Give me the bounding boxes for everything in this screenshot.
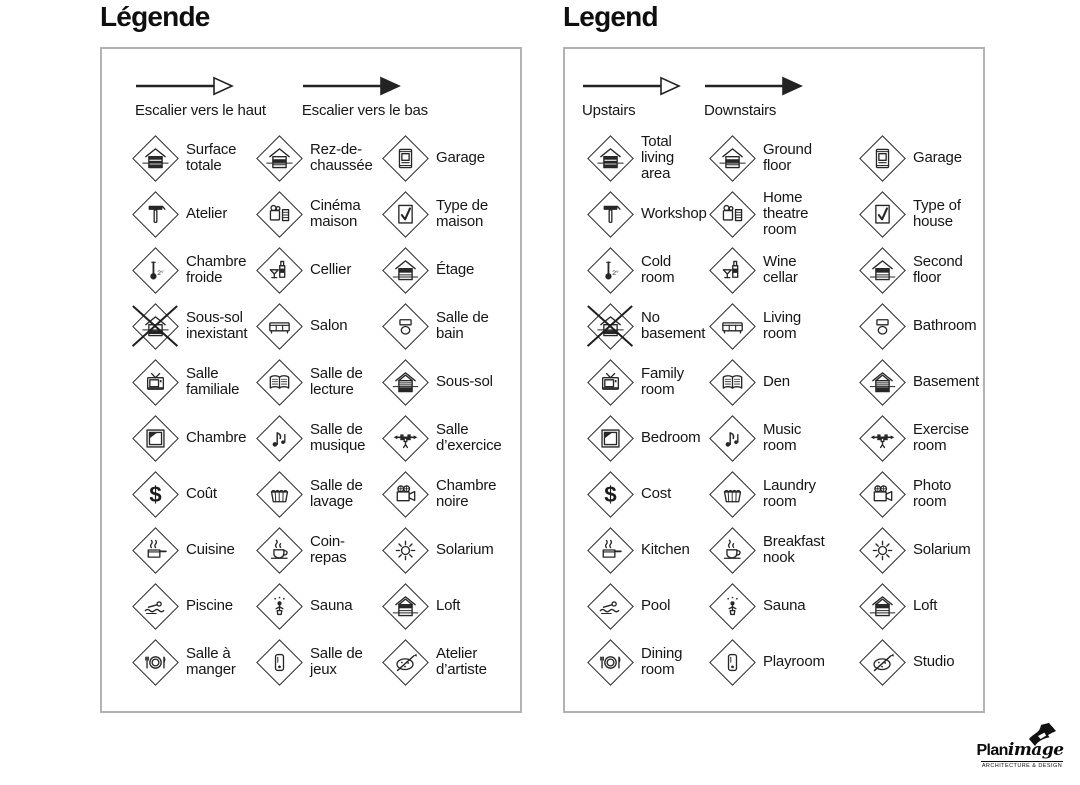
- svg-text:$: $: [603, 481, 617, 507]
- no-basement-icon: [585, 301, 635, 351]
- legend-item: [254, 466, 380, 522]
- photo-room-icon: [857, 469, 907, 519]
- loft-icon: [857, 581, 907, 631]
- legend-item-label: No basement: [641, 308, 706, 342]
- garage-icon: [380, 133, 430, 183]
- legend-item: [254, 634, 380, 690]
- legend-item: [254, 578, 380, 634]
- legend-item-label: Breakfast nook: [763, 532, 825, 566]
- legend-item-label: Atelier d’artiste: [436, 644, 487, 678]
- svg-text:$: $: [148, 481, 162, 507]
- legend-item: [254, 298, 380, 354]
- photo-room-icon: [380, 469, 430, 519]
- legend-item-label: Solarium: [436, 540, 494, 558]
- legend-item: [585, 186, 707, 242]
- total-area-icon: [585, 133, 635, 183]
- type-of-house-icon: [857, 189, 907, 239]
- legend-item: [380, 186, 514, 242]
- legend-item-label: Second floor: [913, 252, 963, 286]
- breakfast-nook-icon: [707, 525, 757, 575]
- stairs-up-legend: [135, 75, 266, 119]
- planimage-logo-text: [975, 742, 1065, 759]
- legend-item-label: Salon: [310, 316, 348, 334]
- legend-item: [380, 242, 514, 298]
- no-basement-icon: [130, 301, 180, 351]
- legend-item-label: Laundry room: [763, 476, 816, 510]
- legend-item: [380, 578, 514, 634]
- pool-icon: [130, 581, 180, 631]
- stairs-down-arrow-icon: [302, 75, 402, 97]
- sauna-icon: [254, 581, 304, 631]
- studio-icon: [380, 637, 430, 687]
- legend-item: [585, 634, 707, 690]
- cost-icon: [130, 469, 180, 519]
- legend-item-label: Dining room: [641, 644, 683, 678]
- stairs-up-label: Escalier vers le haut: [135, 102, 266, 119]
- legend-item-label: Kitchen: [641, 540, 690, 558]
- dining-room-icon: [585, 637, 635, 687]
- legend-item-label: Chambre: [186, 428, 247, 446]
- legend-item: [130, 634, 254, 690]
- workshop-icon: [130, 189, 180, 239]
- legend-item: [130, 410, 254, 466]
- cold-room-icon: [130, 245, 180, 295]
- legend-item-label: Sauna: [763, 596, 806, 614]
- legend-item-label: Chambre noire: [436, 476, 497, 510]
- legend-item-label: Salle de bain: [436, 308, 489, 342]
- legend-item-label: Bedroom: [641, 428, 701, 446]
- legend-item: [380, 298, 514, 354]
- ground-floor-icon: [254, 133, 304, 183]
- legend-item-label: Family room: [641, 364, 684, 398]
- legend-item: [254, 242, 380, 298]
- home-theatre-icon: [254, 189, 304, 239]
- living-room-icon: [254, 301, 304, 351]
- bathroom-icon: [857, 301, 907, 351]
- legend-item: [254, 410, 380, 466]
- legend-item-label: Den: [763, 372, 790, 390]
- stairs-up-legend: [582, 75, 682, 119]
- legend-item: [857, 354, 977, 410]
- legend-item-label: Ground floor: [763, 140, 812, 174]
- legend-item: [254, 522, 380, 578]
- legend-item-label: Home theatre room: [763, 188, 809, 239]
- cold-room-icon: [585, 245, 635, 295]
- garage-icon: [857, 133, 907, 183]
- basement-icon: [857, 357, 907, 407]
- legend-item-label: Sous-sol inexistant: [186, 308, 248, 342]
- stairs-down-legend: [704, 75, 804, 119]
- family-room-icon: [130, 357, 180, 407]
- legend-item: [857, 186, 977, 242]
- legend-item: [707, 522, 857, 578]
- legend-item: [857, 522, 977, 578]
- legend-item: [130, 522, 254, 578]
- ground-floor-icon: [707, 133, 757, 183]
- legend-item-label: Studio: [913, 652, 955, 670]
- legend-item: [585, 298, 707, 354]
- den-icon: [707, 357, 757, 407]
- svg-text:2°: 2°: [156, 269, 164, 277]
- living-room-icon: [707, 301, 757, 351]
- legend-item-label: Salle de jeux: [310, 644, 363, 678]
- legend-item: [380, 466, 514, 522]
- legend-item: [585, 410, 707, 466]
- bedroom-icon: [130, 413, 180, 463]
- legend-item-label: Salle de musique: [310, 420, 366, 454]
- legend-item: [585, 466, 707, 522]
- page-title-english: Legend: [563, 1, 658, 32]
- legend-item: [380, 522, 514, 578]
- legend-item: [585, 130, 707, 186]
- logo-brand-bold: Plan: [976, 742, 1008, 759]
- legend-item: [707, 634, 857, 690]
- legend-item-label: Loft: [436, 596, 461, 614]
- legend-item-label: Cost: [641, 484, 672, 502]
- stair-arrows: [582, 75, 804, 119]
- legend-item-label: Salle de lavage: [310, 476, 363, 510]
- workshop-icon: [585, 189, 635, 239]
- legend-grid-french: [130, 130, 514, 690]
- legend-item-label: Garage: [913, 148, 962, 166]
- stairs-up-arrow-icon: [135, 75, 235, 97]
- legend-item: [707, 298, 857, 354]
- legend-item: [130, 466, 254, 522]
- legend-item: [857, 298, 977, 354]
- legend-item-label: Garage: [436, 148, 485, 166]
- wine-cellar-icon: [254, 245, 304, 295]
- sauna-icon: [707, 581, 757, 631]
- legend-item-label: Solarium: [913, 540, 971, 558]
- legend-panel-french: [100, 47, 522, 713]
- legend-item-label: Type de maison: [436, 196, 488, 230]
- legend-item-label: Sauna: [310, 596, 353, 614]
- breakfast-nook-icon: [254, 525, 304, 575]
- legend-item: [857, 130, 977, 186]
- laundry-icon: [254, 469, 304, 519]
- legend-item: [130, 578, 254, 634]
- wine-cellar-icon: [707, 245, 757, 295]
- legend-item: [380, 130, 514, 186]
- legend-item: [130, 298, 254, 354]
- legend-item-label: Cellier: [310, 260, 352, 278]
- stairs-up-label: Upstairs: [582, 102, 636, 119]
- den-icon: [254, 357, 304, 407]
- legend-item-label: Basement: [913, 372, 979, 390]
- legend-item: [707, 186, 857, 242]
- total-area-icon: [130, 133, 180, 183]
- legend-item-label: Coût: [186, 484, 217, 502]
- loft-icon: [380, 581, 430, 631]
- exercise-room-icon: [380, 413, 430, 463]
- legend-item: [857, 410, 977, 466]
- legend-item: [130, 242, 254, 298]
- type-of-house-icon: [380, 189, 430, 239]
- legend-item: [857, 578, 977, 634]
- legend-item-label: Loft: [913, 596, 938, 614]
- diamond-frame: [587, 303, 634, 350]
- legend-item: [857, 242, 977, 298]
- legend-item: [254, 130, 380, 186]
- legend-item-label: Music room: [763, 420, 802, 454]
- bedroom-icon: [585, 413, 635, 463]
- second-floor-icon: [857, 245, 907, 295]
- diamond-frame: [132, 303, 179, 350]
- pool-icon: [585, 581, 635, 631]
- logo-brand-italic: image: [1007, 740, 1064, 760]
- legend-item: [857, 466, 977, 522]
- legend-item: [380, 634, 514, 690]
- stairs-down-label: Downstairs: [704, 102, 777, 119]
- legend-item-label: Photo room: [913, 476, 952, 510]
- stairs-down-label: Escalier vers le bas: [301, 102, 428, 119]
- legend-item-label: Étage: [436, 260, 475, 278]
- kitchen-icon: [130, 525, 180, 575]
- legend-item: [585, 522, 707, 578]
- planimage-logo: [975, 722, 1065, 769]
- stairs-down-arrow-icon: [704, 75, 804, 97]
- kitchen-icon: [585, 525, 635, 575]
- studio-icon: [857, 637, 907, 687]
- legend-item-label: Cinéma maison: [310, 196, 361, 230]
- bathroom-icon: [380, 301, 430, 351]
- stairs-down-legend: [302, 75, 428, 119]
- legend-item-label: Surface totale: [186, 140, 237, 174]
- legend-item: [380, 354, 514, 410]
- legend-item: [130, 130, 254, 186]
- laundry-icon: [707, 469, 757, 519]
- legend-item: [585, 242, 707, 298]
- cost-icon: [585, 469, 635, 519]
- legend-panel-english: [563, 47, 985, 713]
- legend-item-label: Cold room: [641, 252, 675, 286]
- legend-item-label: Total living area: [641, 132, 674, 183]
- playroom-icon: [254, 637, 304, 687]
- legend-item: [130, 354, 254, 410]
- music-room-icon: [707, 413, 757, 463]
- legend-item-label: Workshop: [641, 204, 707, 222]
- legend-item-label: Coin-repas: [310, 532, 347, 566]
- legend-item: [707, 242, 857, 298]
- legend-item-label: Pool: [641, 596, 671, 614]
- legend-item-label: Living room: [763, 308, 801, 342]
- legend-item: [380, 410, 514, 466]
- legend-item-label: Chambre froide: [186, 252, 247, 286]
- second-floor-icon: [380, 245, 430, 295]
- family-room-icon: [585, 357, 635, 407]
- legend-item: [707, 410, 857, 466]
- legend-item-label: Salle d’exercice: [436, 420, 502, 454]
- legend-item-label: Atelier: [186, 204, 228, 222]
- legend-item-label: Bathroom: [913, 316, 977, 334]
- legend-item: [707, 578, 857, 634]
- exercise-room-icon: [857, 413, 907, 463]
- legend-item-label: Exercise room: [913, 420, 969, 454]
- legend-item: [585, 578, 707, 634]
- legend-item-label: Salle à manger: [186, 644, 236, 678]
- legend-item-label: Salle de lecture: [310, 364, 363, 398]
- solarium-icon: [857, 525, 907, 575]
- legend-item-label: Type of house: [913, 196, 961, 230]
- logo-tagline: ARCHITECTURE & DESIGN: [981, 763, 1063, 769]
- legend-item: [130, 186, 254, 242]
- legend-item-label: Wine cellar: [763, 252, 798, 286]
- legend-item: [585, 354, 707, 410]
- legend-item: [707, 354, 857, 410]
- legend-item: [707, 130, 857, 186]
- svg-text:2°: 2°: [611, 269, 619, 277]
- legend-item-label: Playroom: [763, 652, 825, 670]
- stair-arrows: [135, 75, 428, 119]
- playroom-icon: [707, 637, 757, 687]
- legend-item-label: Piscine: [186, 596, 233, 614]
- dining-room-icon: [130, 637, 180, 687]
- home-theatre-icon: [707, 189, 757, 239]
- legend-item-label: Rez-de-chaussée: [310, 140, 373, 174]
- solarium-icon: [380, 525, 430, 575]
- basement-icon: [380, 357, 430, 407]
- page-title-french: Légende: [100, 1, 210, 32]
- legend-item: [707, 466, 857, 522]
- legend-item-label: Cuisine: [186, 540, 235, 558]
- legend-item-label: Salle familiale: [186, 364, 240, 398]
- stairs-up-arrow-icon: [582, 75, 682, 97]
- legend-grid-english: [585, 130, 977, 690]
- legend-item: [857, 634, 977, 690]
- legend-item-label: Sous-sol: [436, 372, 493, 390]
- music-room-icon: [254, 413, 304, 463]
- legend-item: [254, 186, 380, 242]
- legend-item: [254, 354, 380, 410]
